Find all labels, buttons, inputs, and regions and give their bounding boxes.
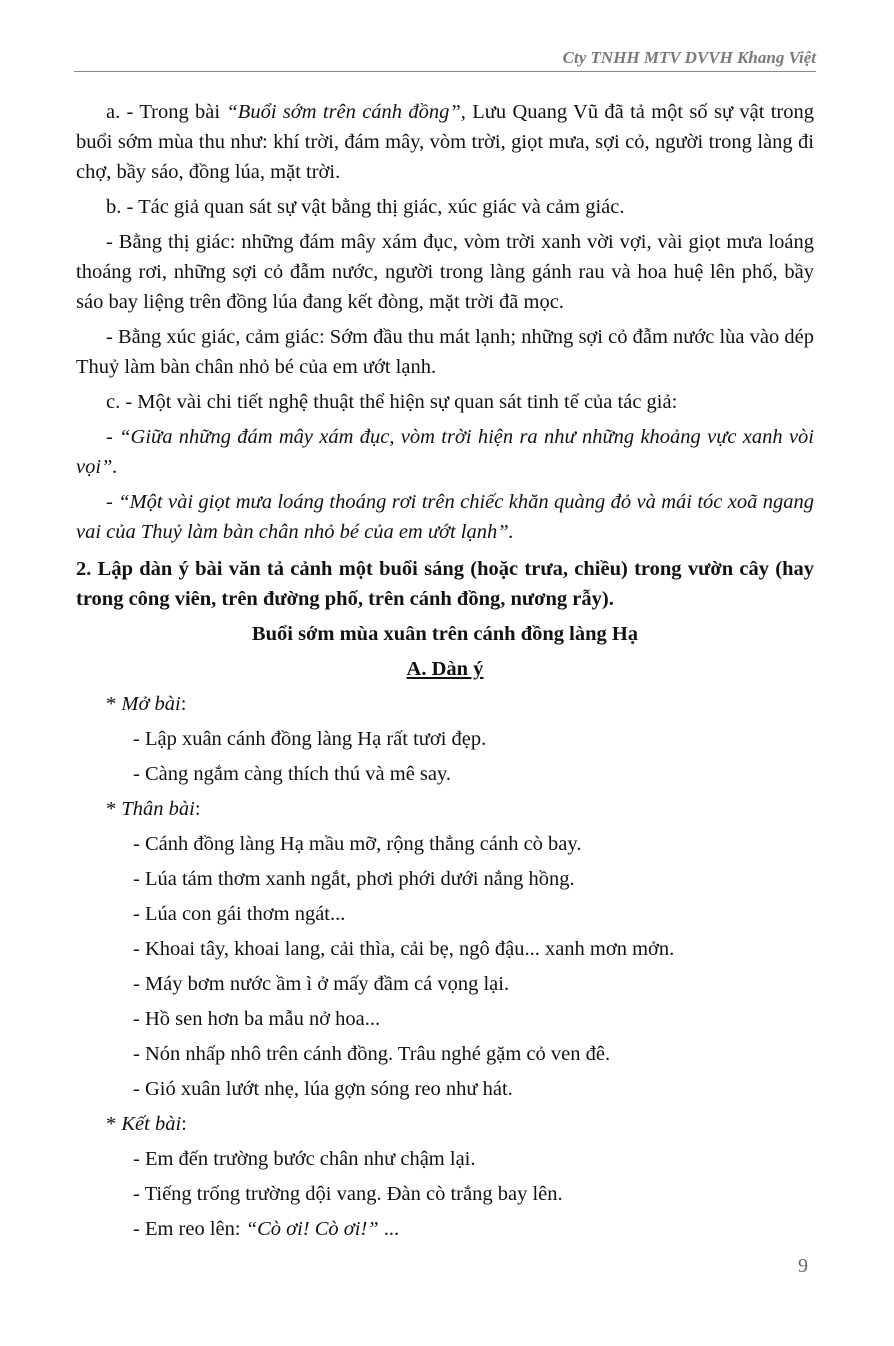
section-label: Mở bài (121, 693, 181, 715)
list-item (76, 1214, 814, 1244)
list-item: - Hồ sen hơn ba mẫu nở hoa... (133, 1008, 381, 1030)
list-item: - Khoai tây, khoai lang, cải thìa, cải bẹ, ngô đậu... xanh mơn mởn. (133, 938, 675, 960)
list-item-suffix: ... (378, 1218, 400, 1240)
answer-a-prefix: a. - Trong bài (106, 101, 227, 123)
list-item: - Nón nhấp nhô trên cánh đồng. Trâu nghé gặm cỏ ven đê. (133, 1043, 611, 1065)
page-number: 9 (798, 1255, 808, 1277)
list-item: - Cánh đồng làng Hạ mầu mỡ, rộng thẳng cánh cò bay. (133, 833, 582, 855)
list-item: - Gió xuân lướt nhẹ, lúa gợn sóng reo như hát. (133, 1078, 513, 1100)
answer-b-touch: - Bằng xúc giác, cảm giác: Sớm đầu thu mát lạnh; những sợi cỏ đẫm nước lùa vào dép Thuỷ làm bàn chân nhỏ bé của em ướt lạnh. (76, 326, 814, 378)
answer-b: b. - Tác giả quan sát sự vật bằng thị giác, xúc giác và cảm giác. (106, 196, 625, 218)
answer-c-quote-2: - “Một vài giọt mưa loáng thoáng rơi trên chiếc khăn quàng đỏ và mái tóc xoã ngang vai của Thuỷ làm bàn chân nhỏ bé của em ướt lạnh”. (76, 491, 814, 543)
answer-a (76, 97, 814, 187)
outline-heading (76, 654, 814, 684)
list-item: - Lúa tám thơm xanh ngắt, phơi phới dưới nắng hồng. (133, 868, 575, 890)
list-item: - Lúa con gái thơm ngát... (133, 903, 346, 925)
list-item-prefix: - Em reo lên: (133, 1218, 246, 1240)
list-item: - Em đến trường bước chân như chậm lại. (133, 1148, 476, 1170)
answer-c: c. - Một vài chi tiết nghệ thuật thể hiện sự quan sát tinh tế của tác giả: (106, 391, 678, 413)
header-rule (74, 71, 816, 72)
list-item: - Càng ngắm càng thích thú và mê say. (133, 763, 452, 785)
exercise-2-prompt: 2. Lập dàn ý bài văn tả cảnh một buổi sáng (hoặc trưa, chiều) trong vườn cây (hay trong công viên, trên đường phố, trên cánh đồng, nương rẫy). (76, 558, 814, 610)
list-item: - Máy bơm nước ầm ì ở mấy đầm cá vọng lại. (133, 973, 510, 995)
essay-title: Buổi sớm mùa xuân trên cánh đồng làng Hạ (251, 623, 639, 645)
list-item: - Lập xuân cánh đồng làng Hạ rất tươi đẹp. (133, 728, 487, 750)
list-item: - Tiếng trống trường dội vang. Đàn cò trắng bay lên. (133, 1183, 563, 1205)
outline-heading-text: A. Dàn ý (406, 658, 484, 680)
answer-b-sight: - Bằng thị giác: những đám mây xám đục, vòm trời xanh vời vợi, vài giọt mưa loáng thoáng rơi, những sợi cỏ đẫm nước, người trong làng gánh rau và hoa huệ lên phố, bầy sáo bay liệng trên đồng lúa đang kết đòng, mặt trời đã mọc. (76, 231, 814, 313)
section-label: Thân bài (121, 798, 195, 820)
poem-title: “Buổi sớm trên cánh đồng” (226, 101, 461, 123)
section-label: Kết bài (121, 1113, 182, 1135)
page-body (76, 97, 814, 1249)
list-item-quote: “Cò ơi! Cò ơi!” (245, 1218, 379, 1240)
running-header: Cty TNHH MTV DVVH Khang Việt (562, 48, 816, 67)
answer-c-quote-1: - “Giữa những đám mây xám đục, vòm trời hiện ra như những khoảng vực xanh vòi vọi”. (76, 426, 814, 478)
section-intro: * Mở bài: (106, 693, 187, 715)
answer-a-rest: , Lưu Quang Vũ đã tả một số sự vật trong buổi sớm mùa thu như: khí trời, đám mây, vòm trời, giọt mưa, sợi cỏ, người trong làng đi chợ, bầy sáo, đồng lúa, mặt trời. (76, 101, 815, 183)
section-body: * Thân bài: (106, 798, 201, 820)
section-conclusion: * Kết bài: (106, 1113, 187, 1135)
